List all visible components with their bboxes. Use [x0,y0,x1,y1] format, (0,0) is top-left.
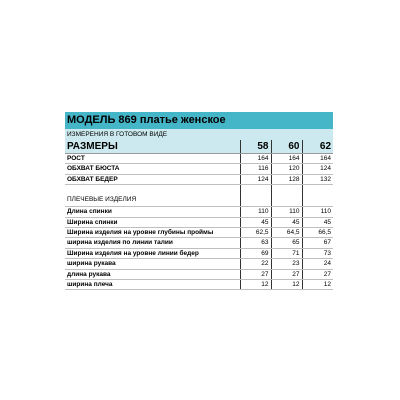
row-label: Ширина изделия на уровне линии бедер [65,248,240,258]
row-value: 164 [302,154,333,164]
row-value: 73 [302,248,333,258]
body-measure-row [65,164,333,174]
row-label: РОСТ [65,154,240,164]
row-value: 110 [302,207,333,217]
size-header: 58 [240,140,271,154]
garment-measure-row [65,259,333,269]
sizes-header-row [65,140,333,154]
sizes-label: РАЗМЕРЫ [65,140,240,154]
row-value: 23 [271,259,302,269]
garment-measure-row [65,269,333,279]
garment-measure-row [65,280,333,290]
row-label: ПЛЕЧЕВЫЕ ИЗДЕЛИЯ [65,194,240,207]
row-value [240,185,271,195]
row-label: ОБХВАТ БЮСТА [65,164,240,174]
row-value: 110 [271,207,302,217]
row-value: 45 [240,217,271,227]
row-value [240,194,271,207]
row-value [271,185,302,195]
row-value: 27 [240,269,271,279]
row-value: 124 [302,164,333,174]
row-value: 12 [240,280,271,290]
row-value: 12 [302,280,333,290]
row-value [302,185,333,195]
row-value: 124 [240,174,271,184]
row-label: ширина плеча [65,280,240,290]
row-value: 110 [240,207,271,217]
row-value: 12 [271,280,302,290]
row-value: 120 [271,164,302,174]
row-value: 27 [271,269,302,279]
garment-measure-row [65,238,333,248]
garment-measure-row [65,228,333,238]
row-label [65,185,240,195]
row-value: 24 [302,259,333,269]
row-value [271,194,302,207]
row-label: ОБХВАТ БЕДЕР [65,174,240,184]
row-value: 132 [302,174,333,184]
row-value: 69 [240,248,271,258]
row-value: 164 [271,154,302,164]
table-subtitle: ИЗМЕРЕНИЯ В ГОТОВОМ ВИДЕ [65,129,333,140]
body-measure-row [65,154,333,164]
garment-measure-row [65,207,333,217]
spacer-row [65,185,333,195]
row-label: Длина спинки [65,207,240,217]
row-value: 128 [271,174,302,184]
row-label: Ширина изделия на уровне глубины проймы [65,228,240,238]
row-label: ширина рукава [65,259,240,269]
table-title-row [65,112,333,129]
row-value: 45 [271,217,302,227]
row-value: 66,5 [302,228,333,238]
row-value: 67 [302,238,333,248]
garment-measure-row [65,217,333,227]
body-measure-row [65,174,333,184]
row-label: ширина изделия по линии талии [65,238,240,248]
row-value: 116 [240,164,271,174]
row-value: 45 [302,217,333,227]
row-value: 63 [240,238,271,248]
table-title: МОДЕЛЬ 869 платье женское [65,112,333,129]
size-chart-table [65,112,333,290]
row-value: 27 [302,269,333,279]
row-value: 64,5 [271,228,302,238]
row-value [302,194,333,207]
garment-measure-row [65,248,333,258]
row-value: 65 [271,238,302,248]
row-value: 22 [240,259,271,269]
row-value: 62,5 [240,228,271,238]
row-label: длина рукава [65,269,240,279]
row-value: 164 [240,154,271,164]
row-value: 71 [271,248,302,258]
size-header: 60 [271,140,302,154]
table-subheader-row [65,129,333,140]
size-header: 62 [302,140,333,154]
section-title-row [65,194,333,207]
row-label: Ширина спинки [65,217,240,227]
